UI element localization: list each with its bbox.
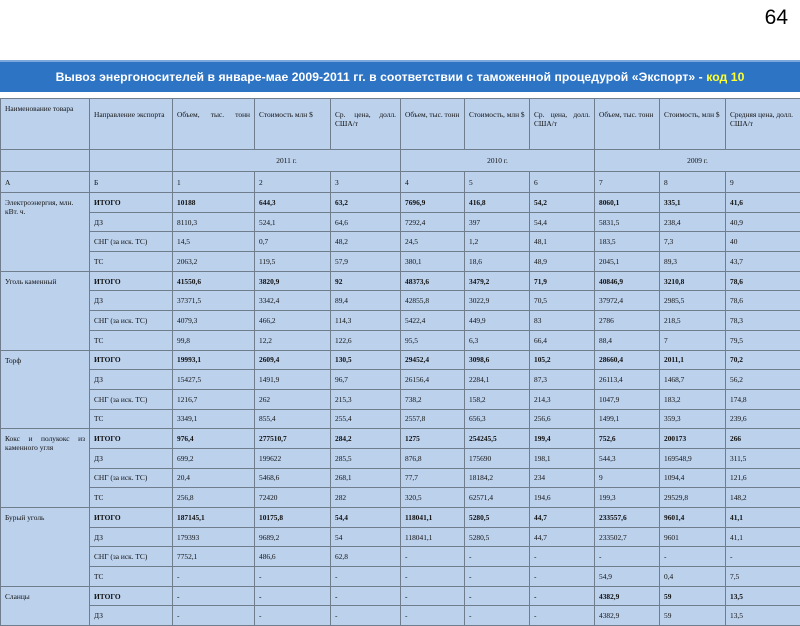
value-cell: -: [530, 567, 595, 587]
value-cell: -: [530, 547, 595, 567]
value-cell: 29452,4: [401, 350, 465, 370]
value-cell: 2609,4: [255, 350, 331, 370]
table-row: [1, 252, 800, 272]
value-cell: 2985,5: [660, 291, 726, 311]
value-cell: 99,8: [173, 330, 255, 350]
value-cell: 29529,8: [660, 488, 726, 508]
value-cell: 89,4: [331, 291, 401, 311]
value-cell: 199,3: [595, 488, 660, 508]
value-cell: 54,2: [530, 193, 595, 213]
value-cell: 200173: [660, 429, 726, 449]
value-cell: 416,8: [465, 193, 530, 213]
value-cell: 118041,1: [401, 527, 465, 547]
value-cell: 179393: [173, 527, 255, 547]
year-2010: 2010 г.: [401, 150, 595, 172]
value-cell: 48373,6: [401, 271, 465, 291]
value-cell: 644,3: [255, 193, 331, 213]
index-cell: 5: [465, 172, 530, 193]
value-cell: 7,3: [660, 232, 726, 252]
value-cell: 7752,1: [173, 547, 255, 567]
value-cell: 2557,8: [401, 409, 465, 429]
value-cell: 40846,9: [595, 271, 660, 291]
value-cell: -: [530, 606, 595, 626]
value-cell: 41,1: [726, 508, 800, 528]
value-cell: 24,5: [401, 232, 465, 252]
value-cell: 26113,4: [595, 370, 660, 390]
value-cell: 54,9: [595, 567, 660, 587]
value-cell: 63,2: [331, 193, 401, 213]
value-cell: 105,2: [530, 350, 595, 370]
table-row: [1, 311, 800, 331]
value-cell: 118041,1: [401, 508, 465, 528]
value-cell: 56,2: [726, 370, 800, 390]
product-name-cell: Электроэнергия, млн. кВт. ч.: [1, 193, 90, 272]
value-cell: -: [331, 567, 401, 587]
direction-cell: ТС: [90, 488, 173, 508]
product-name-cell: Торф: [1, 350, 90, 429]
value-cell: 13,5: [726, 606, 800, 626]
value-cell: 285,5: [331, 448, 401, 468]
table-row: [1, 606, 800, 626]
index-cell: Б: [90, 172, 173, 193]
value-cell: 169548,9: [660, 448, 726, 468]
value-cell: 78,3: [726, 311, 800, 331]
direction-cell: СНГ (за иск. ТС): [90, 232, 173, 252]
value-cell: 3210,8: [660, 271, 726, 291]
value-cell: -: [465, 586, 530, 606]
slide-title: [56, 70, 745, 84]
value-cell: 1491,9: [255, 370, 331, 390]
value-cell: 2045,1: [595, 252, 660, 272]
value-cell: 64,6: [331, 212, 401, 232]
value-cell: 254245,5: [465, 429, 530, 449]
value-cell: -: [173, 567, 255, 587]
value-cell: -: [173, 586, 255, 606]
value-cell: 3022,9: [465, 291, 530, 311]
value-cell: 9601,4: [660, 508, 726, 528]
value-cell: 28660,4: [595, 350, 660, 370]
value-cell: -: [255, 606, 331, 626]
direction-cell: ДЗ: [90, 527, 173, 547]
value-cell: 42855,8: [401, 291, 465, 311]
value-cell: 4382,9: [595, 586, 660, 606]
value-cell: 78,6: [726, 271, 800, 291]
value-cell: 3820,9: [255, 271, 331, 291]
value-cell: 92: [331, 271, 401, 291]
value-cell: 4382,9: [595, 606, 660, 626]
value-cell: -: [401, 586, 465, 606]
header-cell: Наименование товара: [1, 99, 90, 150]
value-cell: 187145,1: [173, 508, 255, 528]
value-cell: -: [595, 547, 660, 567]
value-cell: 12,2: [255, 330, 331, 350]
header-cell: Объем, тыс. тонн: [595, 99, 660, 150]
value-cell: 62,8: [331, 547, 401, 567]
value-cell: 44,7: [530, 508, 595, 528]
value-cell: 9601: [660, 527, 726, 547]
value-cell: 183,5: [595, 232, 660, 252]
value-cell: 5280,5: [465, 508, 530, 528]
index-cell: 7: [595, 172, 660, 193]
index-cell: 6: [530, 172, 595, 193]
header-cell: Стоимость млн $: [255, 99, 331, 150]
value-cell: 449,9: [465, 311, 530, 331]
table-row: [1, 429, 800, 449]
export-table: [0, 98, 800, 626]
direction-cell: СНГ (за иск. ТС): [90, 311, 173, 331]
value-cell: 266: [726, 429, 800, 449]
direction-cell: СНГ (за иск. ТС): [90, 547, 173, 567]
value-cell: 37371,5: [173, 291, 255, 311]
table-row: [1, 586, 800, 606]
year-row: [1, 150, 800, 172]
table-row: [1, 389, 800, 409]
value-cell: 15427,5: [173, 370, 255, 390]
value-cell: 233502,7: [595, 527, 660, 547]
value-cell: 62571,4: [465, 488, 530, 508]
value-cell: 256,8: [173, 488, 255, 508]
value-cell: 6,3: [465, 330, 530, 350]
value-cell: 1,2: [465, 232, 530, 252]
value-cell: 544,3: [595, 448, 660, 468]
direction-cell: ТС: [90, 409, 173, 429]
header-cell: Ср. цена, долл. США/т: [331, 99, 401, 150]
value-cell: 0,4: [660, 567, 726, 587]
value-cell: 119,5: [255, 252, 331, 272]
direction-cell: ИТОГО: [90, 193, 173, 213]
value-cell: 1216,7: [173, 389, 255, 409]
value-cell: 72420: [255, 488, 331, 508]
index-row: [1, 172, 800, 193]
value-cell: 148,2: [726, 488, 800, 508]
value-cell: 699,2: [173, 448, 255, 468]
value-cell: 183,2: [660, 389, 726, 409]
value-cell: 194,6: [530, 488, 595, 508]
value-cell: 10175,8: [255, 508, 331, 528]
value-cell: 18184,2: [465, 468, 530, 488]
value-cell: 1094,4: [660, 468, 726, 488]
value-cell: 57,9: [331, 252, 401, 272]
value-cell: 41550,6: [173, 271, 255, 291]
value-cell: 198,1: [530, 448, 595, 468]
value-cell: -: [173, 606, 255, 626]
value-cell: -: [331, 606, 401, 626]
value-cell: 77,7: [401, 468, 465, 488]
table-row: [1, 468, 800, 488]
value-cell: 7: [660, 330, 726, 350]
direction-cell: ДЗ: [90, 212, 173, 232]
value-cell: 2063,2: [173, 252, 255, 272]
value-cell: 738,2: [401, 389, 465, 409]
value-cell: 397: [465, 212, 530, 232]
value-cell: 54: [331, 527, 401, 547]
value-cell: 233557,6: [595, 508, 660, 528]
table-row: [1, 508, 800, 528]
product-name-cell: Уголь каменный: [1, 271, 90, 350]
value-cell: 37972,4: [595, 291, 660, 311]
value-cell: 255,4: [331, 409, 401, 429]
value-cell: 238,4: [660, 212, 726, 232]
direction-cell: ДЗ: [90, 291, 173, 311]
value-cell: 59: [660, 606, 726, 626]
direction-cell: ИТОГО: [90, 586, 173, 606]
index-cell: 9: [726, 172, 800, 193]
value-cell: 855,4: [255, 409, 331, 429]
value-cell: -: [401, 547, 465, 567]
header-cell: Стоимость, млн $: [660, 99, 726, 150]
header-cell: Стоимость, млн $: [465, 99, 530, 150]
value-cell: -: [331, 586, 401, 606]
value-cell: 214,3: [530, 389, 595, 409]
index-cell: 1: [173, 172, 255, 193]
header-cell: Объем, тыс. тонн: [173, 99, 255, 150]
slide-title-main: Вывоз энергоносителей в январе-мае 2009-2011 гг. в соответствии с таможенной процедурой «Экспорт» -: [56, 70, 707, 84]
value-cell: 320,5: [401, 488, 465, 508]
value-cell: 218,5: [660, 311, 726, 331]
value-cell: 2011,1: [660, 350, 726, 370]
value-cell: 1275: [401, 429, 465, 449]
direction-cell: ИТОГО: [90, 429, 173, 449]
direction-cell: ДЗ: [90, 606, 173, 626]
value-cell: 96,7: [331, 370, 401, 390]
direction-cell: ИТОГО: [90, 271, 173, 291]
value-cell: 9689,2: [255, 527, 331, 547]
value-cell: 199622: [255, 448, 331, 468]
direction-cell: СНГ (за иск. ТС): [90, 468, 173, 488]
value-cell: 5422,4: [401, 311, 465, 331]
value-cell: 2284,1: [465, 370, 530, 390]
value-cell: 1499,1: [595, 409, 660, 429]
header-cell: Ср. цена, долл. США/т: [530, 99, 595, 150]
value-cell: 359,3: [660, 409, 726, 429]
value-cell: 87,3: [530, 370, 595, 390]
value-cell: 79,5: [726, 330, 800, 350]
value-cell: 70,2: [726, 350, 800, 370]
table-row: [1, 527, 800, 547]
value-cell: 130,5: [331, 350, 401, 370]
index-cell: 8: [660, 172, 726, 193]
value-cell: 43,7: [726, 252, 800, 272]
value-cell: 9: [595, 468, 660, 488]
value-cell: 524,1: [255, 212, 331, 232]
value-cell: 311,5: [726, 448, 800, 468]
value-cell: 5280,5: [465, 527, 530, 547]
table-row: [1, 567, 800, 587]
table-row: [1, 271, 800, 291]
value-cell: 48,9: [530, 252, 595, 272]
value-cell: 54,4: [530, 212, 595, 232]
direction-cell: ИТОГО: [90, 350, 173, 370]
value-cell: -: [401, 606, 465, 626]
product-name-cell: Бурый уголь: [1, 508, 90, 587]
value-cell: 199,4: [530, 429, 595, 449]
table-row: [1, 547, 800, 567]
value-cell: 239,6: [726, 409, 800, 429]
direction-cell: ТС: [90, 252, 173, 272]
header-cell: Средняя цена, долл. США/т: [726, 99, 800, 150]
header-cell: Объем, тыс. тонн: [401, 99, 465, 150]
year-2009: 2009 г.: [595, 150, 800, 172]
value-cell: -: [726, 547, 800, 567]
value-cell: 3479,2: [465, 271, 530, 291]
value-cell: 13,5: [726, 586, 800, 606]
direction-cell: ИТОГО: [90, 508, 173, 528]
value-cell: 7696,9: [401, 193, 465, 213]
value-cell: 5468,6: [255, 468, 331, 488]
value-cell: 70,5: [530, 291, 595, 311]
title-bar: [0, 60, 800, 92]
year-spacer: [90, 150, 173, 172]
value-cell: 8110,3: [173, 212, 255, 232]
table-row: [1, 212, 800, 232]
value-cell: 59: [660, 586, 726, 606]
value-cell: 335,1: [660, 193, 726, 213]
slide-title-code: код 10: [706, 70, 744, 84]
value-cell: 1468,7: [660, 370, 726, 390]
value-cell: 121,6: [726, 468, 800, 488]
value-cell: 78,6: [726, 291, 800, 311]
index-cell: А: [1, 172, 90, 193]
value-cell: 158,2: [465, 389, 530, 409]
value-cell: 1047,9: [595, 389, 660, 409]
value-cell: 277510,7: [255, 429, 331, 449]
value-cell: 10188: [173, 193, 255, 213]
direction-cell: ТС: [90, 330, 173, 350]
year-spacer: [1, 150, 90, 172]
value-cell: 4079,3: [173, 311, 255, 331]
header-row: [1, 99, 800, 150]
product-name-cell: Кокс и полукокс из каменного угля: [1, 429, 90, 508]
index-cell: 2: [255, 172, 331, 193]
value-cell: 71,9: [530, 271, 595, 291]
value-cell: 7292,4: [401, 212, 465, 232]
value-cell: 268,1: [331, 468, 401, 488]
value-cell: 40: [726, 232, 800, 252]
table-row: [1, 232, 800, 252]
table-row: [1, 193, 800, 213]
table-row: [1, 350, 800, 370]
value-cell: 3098,6: [465, 350, 530, 370]
product-name-cell: Сланцы: [1, 586, 90, 625]
slide-number: 64: [718, 6, 788, 30]
value-cell: 48,1: [530, 232, 595, 252]
value-cell: 256,6: [530, 409, 595, 429]
value-cell: 262: [255, 389, 331, 409]
value-cell: 752,6: [595, 429, 660, 449]
table-row: [1, 448, 800, 468]
value-cell: 41,1: [726, 527, 800, 547]
index-cell: 4: [401, 172, 465, 193]
value-cell: 486,6: [255, 547, 331, 567]
value-cell: 876,8: [401, 448, 465, 468]
value-cell: 8060,1: [595, 193, 660, 213]
value-cell: 3342,4: [255, 291, 331, 311]
year-2011: 2011 г.: [173, 150, 401, 172]
value-cell: -: [255, 586, 331, 606]
value-cell: 18,6: [465, 252, 530, 272]
value-cell: 19993,1: [173, 350, 255, 370]
value-cell: -: [465, 567, 530, 587]
value-cell: 66,4: [530, 330, 595, 350]
value-cell: 466,2: [255, 311, 331, 331]
header-cell: Направление экспорта: [90, 99, 173, 150]
table-row: [1, 370, 800, 390]
index-cell: 3: [331, 172, 401, 193]
direction-cell: ДЗ: [90, 370, 173, 390]
value-cell: 380,1: [401, 252, 465, 272]
value-cell: 83: [530, 311, 595, 331]
value-cell: -: [530, 586, 595, 606]
value-cell: -: [465, 547, 530, 567]
value-cell: -: [401, 567, 465, 587]
value-cell: 0,7: [255, 232, 331, 252]
value-cell: 20,4: [173, 468, 255, 488]
value-cell: 89,3: [660, 252, 726, 272]
value-cell: 2786: [595, 311, 660, 331]
value-cell: 656,3: [465, 409, 530, 429]
direction-cell: СНГ (за иск. ТС): [90, 389, 173, 409]
value-cell: 174,8: [726, 389, 800, 409]
direction-cell: ТС: [90, 567, 173, 587]
value-cell: 284,2: [331, 429, 401, 449]
value-cell: 26156,4: [401, 370, 465, 390]
table-row: [1, 409, 800, 429]
value-cell: 14,5: [173, 232, 255, 252]
value-cell: -: [465, 606, 530, 626]
value-cell: 234: [530, 468, 595, 488]
value-cell: 95,5: [401, 330, 465, 350]
value-cell: 44,7: [530, 527, 595, 547]
value-cell: 7,5: [726, 567, 800, 587]
value-cell: 175690: [465, 448, 530, 468]
table-row: [1, 330, 800, 350]
value-cell: 122,6: [331, 330, 401, 350]
value-cell: 3349,1: [173, 409, 255, 429]
value-cell: -: [255, 567, 331, 587]
value-cell: 54,4: [331, 508, 401, 528]
value-cell: 48,2: [331, 232, 401, 252]
value-cell: 5831,5: [595, 212, 660, 232]
table-row: [1, 291, 800, 311]
table-row: [1, 488, 800, 508]
value-cell: 88,4: [595, 330, 660, 350]
value-cell: 40,9: [726, 212, 800, 232]
value-cell: 215,3: [331, 389, 401, 409]
direction-cell: ДЗ: [90, 448, 173, 468]
value-cell: 282: [331, 488, 401, 508]
value-cell: -: [660, 547, 726, 567]
value-cell: 41,6: [726, 193, 800, 213]
value-cell: 114,3: [331, 311, 401, 331]
value-cell: 976,4: [173, 429, 255, 449]
